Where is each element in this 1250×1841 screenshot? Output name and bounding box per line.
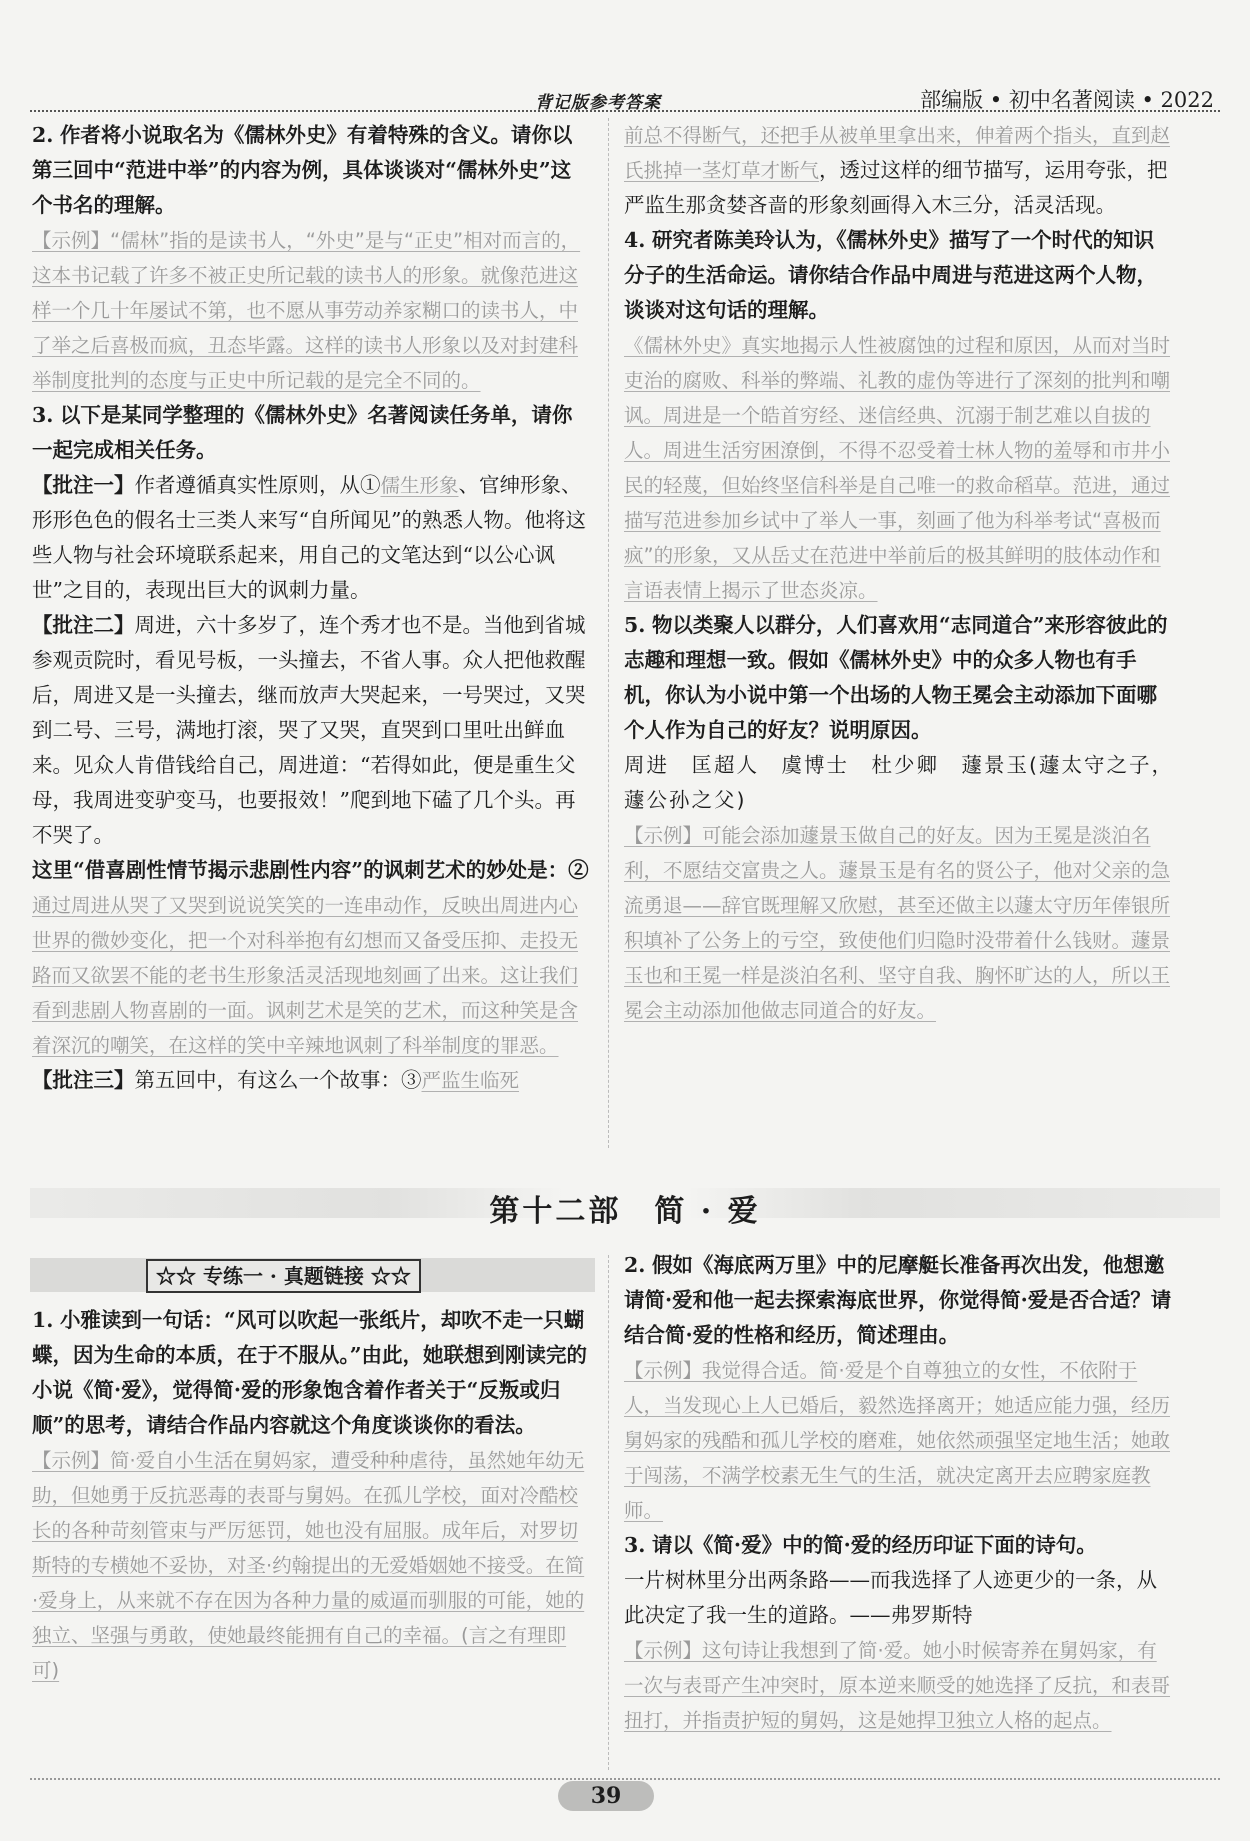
section-title: 第十二部 简 · 爱 [489, 1194, 761, 1229]
question-3: 3. 以下是某同学整理的《儒林外史》名著阅读任务单，请你一起完成相关任务。 [32, 403, 573, 462]
practice-banner [30, 1258, 595, 1292]
header-rule [30, 110, 1220, 112]
left-column-bottom [32, 1303, 590, 1688]
answer-2: 【示例】“儒林”指的是读书人，“外史”是与“正史”相对而言的，这本书记载了许多不被正史所记载的读书人的形象。就像范进这样一个几十年屡试不第，也不愿从事劳动养家糊口的读书人，中了举之后喜极而疯，丑态毕露。这样的读书人形象以及对封建科举制度批判的态度与正史中所记载的是完全不同的。 [32, 229, 581, 392]
jane-question-2: 2. 假如《海底两万里》中的尼摩艇长准备再次出发，他想邀请简·爱和他一起去探索海底世界，你觉得简·爱是否合适？请结合简·爱的性格和经历，简述理由。 [624, 1253, 1172, 1347]
question-2: 2. 作者将小说取名为《儒林外史》有着特殊的含义。请你以第三回中“范进中举”的内容为例，具体谈谈对“儒林外史”这个书名的理解。 [32, 123, 573, 217]
question-5: 5. 物以类聚人以群分，人们喜欢用“志同道合”来形容彼此的志趣和理想一致。假如《儒林外史》中的众多人物也有手机，你认为小说中第一个出场的人物王冕会主动添加下面哪个人作为自己的好友？说明原因。 [624, 613, 1168, 742]
answer-5: 【示例】可能会添加蘧景玉做自己的好友。因为王冕是淡泊名利，不愿结交富贵之人。蘧景玉是有名的贤公子，他对父亲的急流勇退——辞官既理解又欣慰，甚至还做主以蘧太守历年俸银所积填补了公务上的亏空，致使他们归隐时没带着什么钱财。蘧景玉也和王冕一样是淡泊名利、坚守自我、胸怀旷达的人，所以王冕会主动添加他做志同道合的好友。 [624, 824, 1171, 1022]
character-options: 周进 匡超人 虞博士 杜少卿 蘧景玉(蘧太守之子，蘧公孙之父) [624, 753, 1174, 812]
jane-answer-3: 【示例】这句诗让我想到了简·爱。她小时候寄养在舅妈家，有一次与表哥产生冲突时，原本逆来顺受的她选择了反抗，和表哥扭打，并指责护短的舅妈，这是她捍卫独立人格的起点。 [624, 1639, 1171, 1732]
column-divider-bottom [608, 1255, 609, 1770]
note-2: 【批注二】周进，六十多岁了，连个秀才也不是。当他到省城参观贡院时，看见号板，一头撞去，不省人事。众人把他救醒后，周进又是一头撞去，继而放声大哭起来，一号哭过，又哭到二号、三号，满地打滚，哭了又哭，直哭到口里吐出鲜血来。见众人肯借钱给自己，周进道：“若得如此，便是重生父母，我周进变驴变马，也要报效！”爬到地下磕了几个头。再不哭了。 [32, 613, 586, 847]
note-1: 【批注一】作者遵循真实性原则，从①儒生形象、官绅形象、形形色色的假名士三类人来写“自所闻见”的熟悉人物。他将这些人物与社会环境联系起来，用自己的文笔达到“以公心讽世”之目的，表现出巨大的讽刺力量。 [32, 473, 586, 602]
note-2-question: 这里“借喜剧性情节揭示悲剧性内容”的讽刺艺术的妙处是：②通过周进从哭了又哭到说说笑笑的一连串动作，反映出周进内心世界的微妙变化，把一个对科举抱有幻想而又备受压抑、走投无路而又欲罢不能的老书生形象活灵活现地刻画了出来。这让我们看到悲剧人物喜剧的一面。讽刺艺术是笑的艺术，而这种笑是含着深沉的嘲笑，在这样的笑中辛辣地讽刺了科举制度的罪恶。 [32, 858, 589, 1057]
page-number: 39 [558, 1781, 654, 1811]
question-4: 4. 研究者陈美玲认为，《儒林外史》描写了一个时代的知识分子的生活命运。请你结合作品中周进与范进这两个人物，谈谈对这句话的理解。 [624, 228, 1157, 322]
jane-answer-1: 【示例】简·爱自小生活在舅妈家，遭受种种虐待，虽然她年幼无助，但她勇于反抗恶毒的表哥与舅妈。在孤儿学校，面对冷酷校长的各种苛刻管束与严厉惩罚，她也没有屈服。成年后，对罗切斯特的专横她不妥协，对圣·约翰提出的无爱婚姻她不接受。在简·爱身上，从来就不存在因为各种力量的威逼而驯服的可能，她的独立、坚强与勇敢，使她最终能拥有自己的幸福。(言之有理即可) [32, 1449, 585, 1682]
left-column-top [32, 118, 590, 1098]
note-3-continued: 前总不得断气，还把手从被单里拿出来，伸着两个指头，直到赵氏挑掉一茎灯草才断气，透过这样的细节描写，运用夸张，把严监生那贪婪吝啬的形象刻画得入木三分，活灵活现。 [624, 124, 1171, 217]
page-header [30, 82, 1220, 112]
poem: 一片树林里分出两条路——而我选择了人迹更少的一条，从此决定了我一生的道路。——弗罗斯特 [624, 1568, 1157, 1627]
header-series: 部编版 • 初中名著阅读 • 2022 [920, 88, 1214, 112]
column-divider [608, 118, 609, 1148]
practice-label: ☆☆ 专练一 · 真题链接 ☆☆ [146, 1259, 421, 1293]
right-column-top [624, 118, 1174, 1028]
jane-question-3: 3. 请以《简·爱》中的简·爱的经历印证下面的诗句。 [624, 1533, 1097, 1557]
jane-question-1: 1. 小雅读到一句话：“风可以吹起一张纸片，却吹不走一只蝴蝶，因为生命的本质，在于不服从。”由此，她联想到刚读完的小说《简·爱》，觉得简·爱的形象饱含着作者关于“反叛或归顺”的思考，请结合作品内容就这个角度谈谈你的看法。 [32, 1308, 588, 1437]
jane-answer-2: 【示例】我觉得合适。简·爱是个自尊独立的女性，不依附于人，当发现心上人已婚后，毅然选择离开；她适应能力强，经历舅妈家的残酷和孤儿学校的磨难，她依然顽强坚定地生活；她敢于闯荡，不满学校素无生气的生活，就决定离开去应聘家庭教师。 [624, 1359, 1171, 1522]
note-3: 【批注三】第五回中，有这么一个故事：③严监生临死 [32, 1068, 520, 1092]
right-column-bottom [624, 1248, 1174, 1738]
header-title: 背记版参考答案 [535, 93, 661, 113]
answer-4: 《儒林外史》真实地揭示人性被腐蚀的过程和原因，从而对当时吏治的腐败、科举的弊端、礼教的虚伪等进行了深刻的批判和嘲讽。周进是一个皓首穷经、迷信经典、沉溺于制艺难以自拔的人。周进生活穷困潦倒，不得不忍受着士林人物的羞辱和市井小民的轻蔑，但始终坚信科举是自己唯一的救命稻草。范进，通过描写范进参加乡试中了举人一事，刻画了他为科举考试“喜极而疯”的形象，又从岳丈在范进中举前后的极其鲜明的肢体动作和言语表情上揭示了世态炎凉。 [624, 334, 1171, 602]
footer-rule [30, 1778, 1220, 1780]
